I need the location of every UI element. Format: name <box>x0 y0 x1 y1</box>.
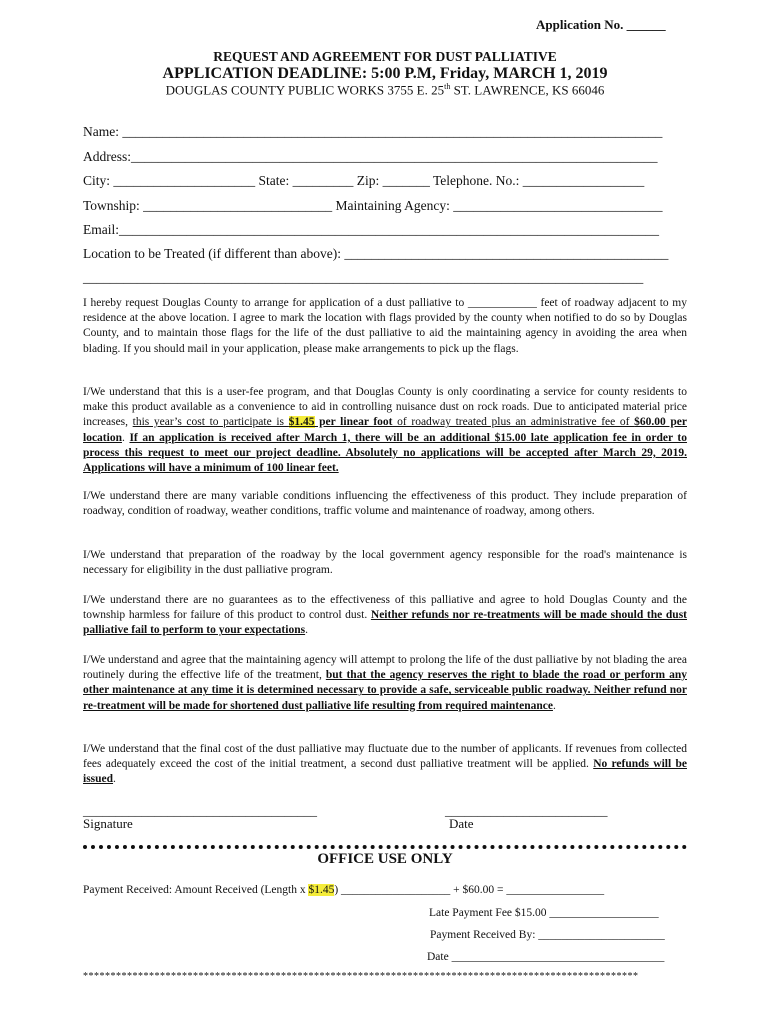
form-title: REQUEST AND AGREEMENT FOR DUST PALLIATIVE <box>213 49 557 64</box>
office-date-line[interactable]: Date _____________________________________ <box>427 951 665 963</box>
conditions-paragraph: I/We understand there are many variable conditions influencing the effectiveness of this product. They include preparation of roadway, condition of roadway, weather conditions, traffic volume and maintenance of roadway, among others. <box>83 490 687 518</box>
payment-received-by-line[interactable]: Payment Received By: ______________________ <box>430 929 665 941</box>
section-divider <box>83 845 687 849</box>
location-field[interactable]: Location to be Treated (if different than above): ________________________________________________ <box>83 246 669 261</box>
email-field[interactable]: Email:________________________________________________________________________________ <box>83 222 659 237</box>
maintenance-paragraph: I/We understand and agree that the maintaining agency will attempt to prolong the life of the dust palliative by not blading the area routinely during the effective life of the treatment, but that the agency reserves the right to blade the road or perform any other maintenance at any time it is determined necessary to provide a safe, serviceable public roadway. Neither refund nor re-treatment will be made for shortened dust palliative life resulting from required maintenance. <box>83 654 687 712</box>
asterisk-border: ***************************************************************************************************** <box>83 971 639 982</box>
late-payment-fee-line[interactable]: Late Payment Fee $15.00 ___________________ <box>429 907 659 919</box>
application-deadline: APPLICATION DEADLINE: 5:00 P.M, Friday, MARCH 1, 2019 <box>162 65 608 82</box>
signature-line[interactable]: ____________________________________ <box>83 803 317 818</box>
township-agency-field[interactable]: Township: ____________________________ Maintaining Agency: _______________________________ <box>83 198 663 213</box>
office-use-title: OFFICE USE ONLY <box>317 851 453 867</box>
city-state-zip-phone-field[interactable]: City: _____________________ State: _________ Zip: _______ Telephone. No.: __________________ <box>83 173 645 188</box>
request-paragraph: I hereby request Douglas County to arrange for application of a dust palliative to ____________ feet of roadway adjacent to my residence at the above location. I agree to mark the location with flags provided by the county when notified to do so by Douglas County, and to maintain those flags for the life of the dust palliative to aid the maintaining agency in avoiding the area when blading. If you should mail in your application, please make arrangements to pick up the flags. <box>83 297 687 355</box>
no-guarantee-paragraph: I/We understand there are no guarantees as to the effectiveness of this palliative and agree to hold Douglas County and the township harmless for failure of this product to control dust. Neither refunds nor re-treatments will be made should the dust palliative fail to perform to your expectations. <box>83 594 688 637</box>
price-highlight: $1.45 <box>288 416 315 429</box>
application-number: Application No. ______ <box>536 17 666 32</box>
preparation-paragraph: I/We understand that preparation of the roadway by the local government agency responsible for the road's maintenance is necessary for eligibility in the dust palliative program. <box>83 549 687 577</box>
location-field-continuation[interactable]: ___________________________________________________________________________________ <box>83 270 644 285</box>
office-price-highlight: $1.45 <box>308 884 335 896</box>
address-field[interactable]: Address:______________________________________________________________________________ <box>83 149 658 164</box>
user-fee-paragraph: I/We understand that this is a user-fee program, and that Douglas County is only coordinating a service for county residents to make this product available as a convenience to aid in controlling nuisance dust on rock roads. Due to anticipated material price increases, this year’s cost to participate is $1.45 per linear foot of roadway treated plus an administrative fee of $60.00 per location. If an application is received after March 1, there will be an additional $15.00 late application fee in order to process this request to meet our project deadline. Absolutely no applications will be accepted after March 29, 2019. Applications will have a minimum of 100 linear feet. <box>83 386 688 475</box>
signature-label: Signature <box>83 816 133 831</box>
date-line[interactable]: _________________________ <box>445 803 608 818</box>
final-cost-paragraph: I/We understand that the final cost of the dust palliative may fluctuate due to the number of applicants. If revenues from collected fees adequately exceed the cost of the initial treatment, a second dust palliative treatment will be applied. No refunds will be issued. <box>83 743 687 786</box>
name-field[interactable]: Name: ________________________________________________________________________________ <box>83 124 663 139</box>
department-address: DOUGLAS COUNTY PUBLIC WORKS 3755 E. 25th ST. LAWRENCE, KS 66046 <box>165 82 605 98</box>
date-label: Date <box>449 816 474 831</box>
payment-received-line[interactable]: Payment Received: Amount Received (Length x $1.45) ___________________ + $60.00 = _________________ <box>83 884 605 896</box>
